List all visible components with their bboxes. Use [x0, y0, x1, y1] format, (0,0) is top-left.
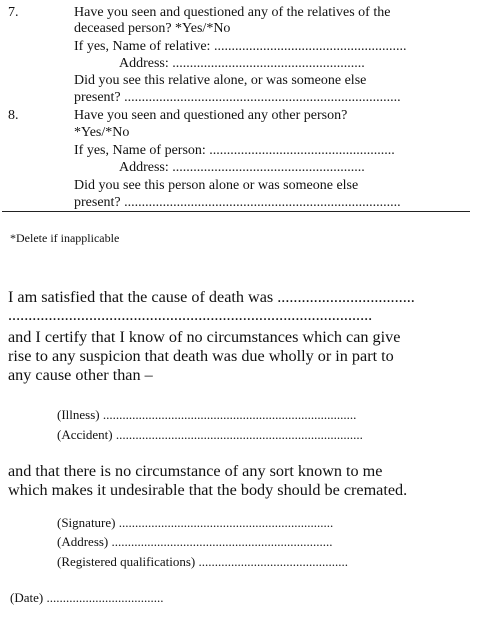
relative-alone-question-line1: Did you see this relative alone, or was someone else — [74, 73, 367, 88]
illness-field[interactable]: (Illness) .............................................................................. — [57, 407, 357, 422]
date-field[interactable]: (Date) .................................... — [10, 590, 164, 605]
relative-address-field[interactable]: Address: ....................................................... — [119, 56, 365, 71]
certification-text-line4: and that there is no circumstance of any sort known to me — [8, 462, 383, 480]
certification-text-line5: which makes it undesirable that the body should be cremated. — [8, 481, 408, 499]
footnote: *Delete if inapplicable — [10, 231, 120, 245]
person-alone-field[interactable]: present? ............................................................................... — [74, 195, 401, 210]
question-8-text-line2: *Yes/*No — [74, 125, 130, 140]
person-address-field[interactable]: Address: ....................................................... — [119, 160, 365, 175]
question-8-text-line1: Have you seen and questioned any other person? — [74, 108, 348, 123]
certification-text-line2: rise to any suspicion that death was due wholly or in part to — [8, 347, 394, 365]
question-8-number: 8. — [8, 108, 19, 123]
certification-text-line1: and I certify that I know of no circumstances which can give — [8, 328, 401, 346]
person-name-field[interactable]: If yes, Name of person: ..................................................... — [74, 143, 395, 158]
person-alone-question-line1: Did you see this person alone or was someone else — [74, 178, 359, 193]
registered-qualifications-field[interactable]: (Registered qualifications) .............................................. — [57, 554, 349, 569]
cause-of-death-continuation-field[interactable]: .......................................................................................... — [8, 306, 373, 324]
signature-field[interactable]: (Signature) .................................................................. — [57, 515, 334, 530]
question-7-text-line1: Have you seen and questioned any of the relatives of the — [74, 5, 391, 20]
cause-of-death-field[interactable]: I am satisfied that the cause of death was .................................. — [8, 288, 415, 306]
question-7-number: 7. — [8, 5, 19, 20]
relative-alone-field[interactable]: present? ............................................................................... — [74, 90, 401, 105]
section-divider — [2, 211, 470, 212]
accident-field[interactable]: (Accident) ............................................................................ — [57, 427, 363, 442]
certification-text-line3: any cause other than – — [8, 366, 153, 384]
question-7-text-line2: deceased person? *Yes/*No — [74, 21, 231, 36]
signatory-address-field[interactable]: (Address) .................................................................... — [57, 534, 333, 549]
relative-name-field[interactable]: If yes, Name of relative: ....................................................... — [74, 39, 407, 54]
